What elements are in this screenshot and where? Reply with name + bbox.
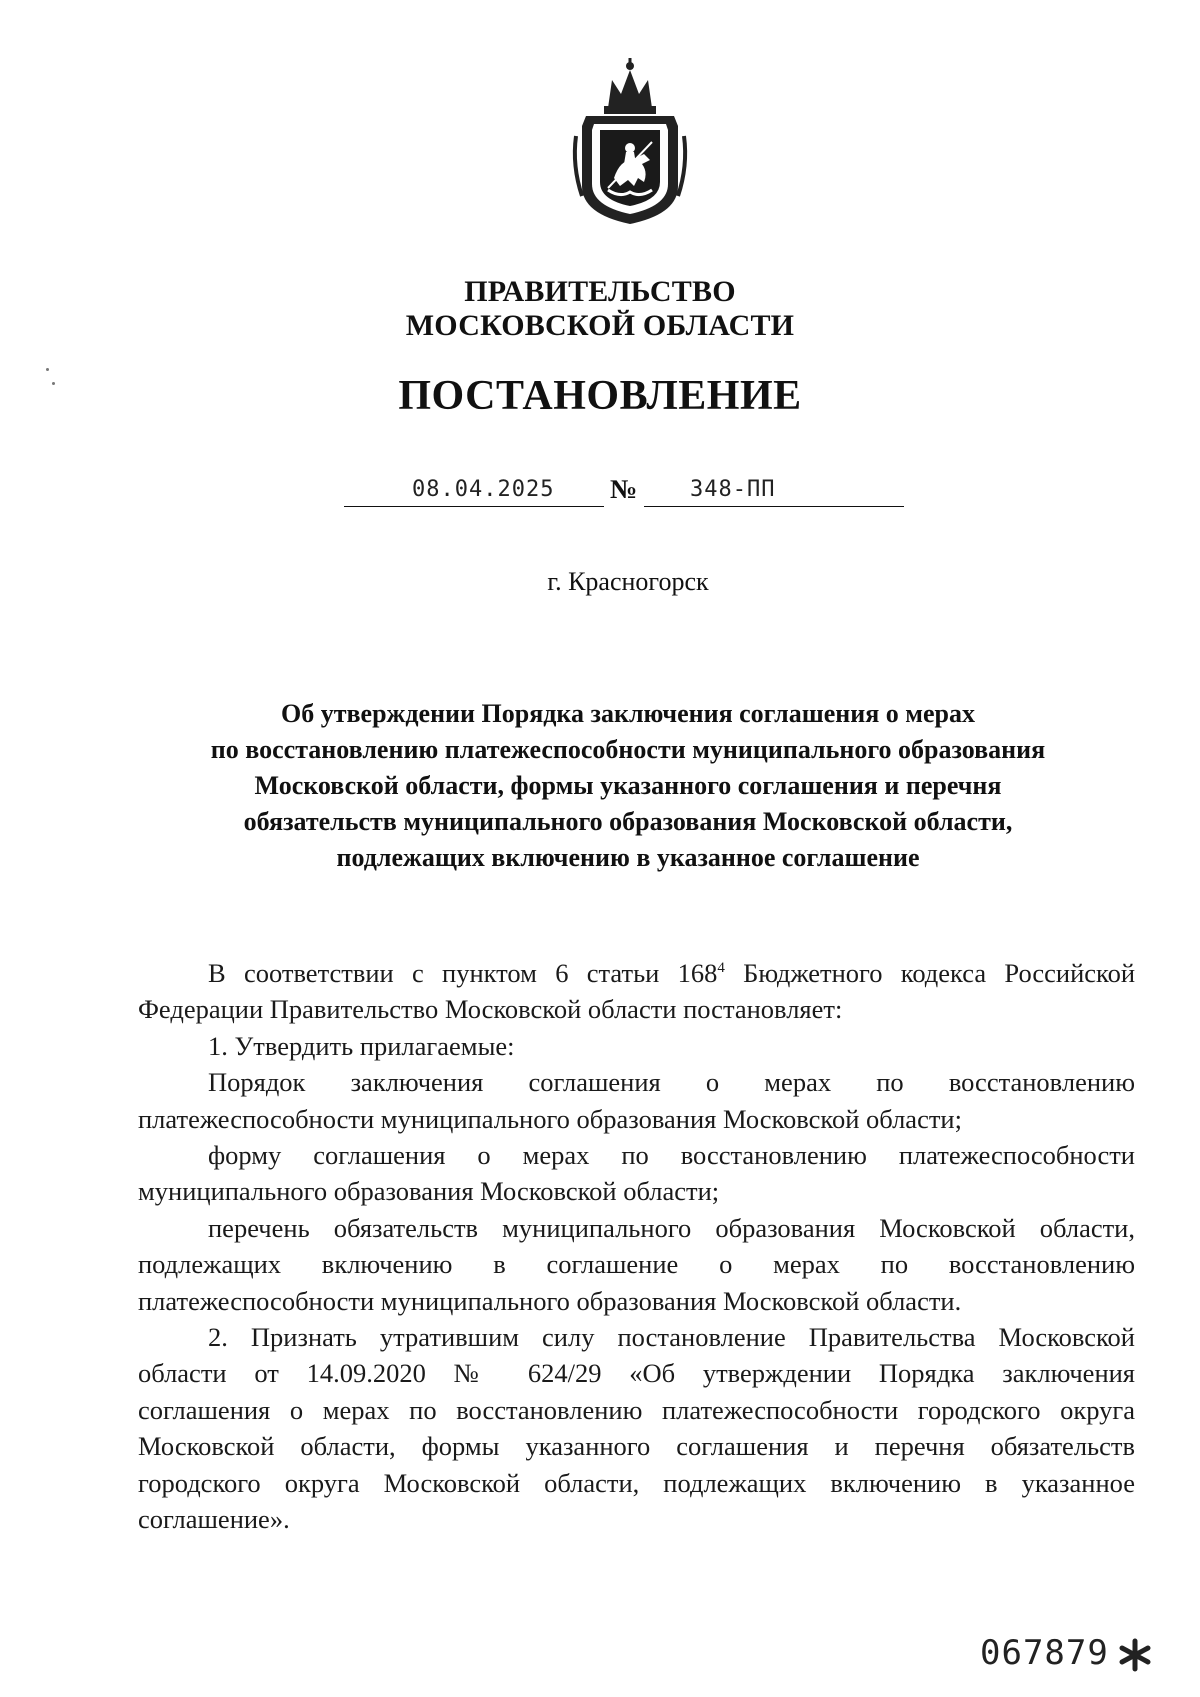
text-line: перечень обязательств муниципального образования Московской области, xyxy=(208,1212,1135,1243)
text-fragment: В соответствии с пунктом 6 статьи 168 xyxy=(208,958,718,988)
paragraph-order xyxy=(138,1064,1135,1137)
document-date: 08.04.2025 xyxy=(412,477,555,502)
org-name-line-1: ПРАВИТЕЛЬСТВО xyxy=(464,275,736,308)
paragraph-preamble xyxy=(138,955,1135,1028)
text-fragment: Бюджетного кодекса Российской xyxy=(724,958,1136,988)
text-line: соглашение». xyxy=(138,1504,290,1535)
registration-line xyxy=(344,473,904,507)
text-line: городского округа Московской области, подлежащих включению в указанное xyxy=(138,1467,1135,1498)
text-line: Порядок заключения соглашения о мерах по восстановлению xyxy=(208,1067,1135,1098)
scan-speck xyxy=(46,368,49,371)
title-line: обязательств муниципального образования Московской области, xyxy=(243,807,1013,836)
document-number: 348-ПП xyxy=(690,477,776,502)
paragraph-form xyxy=(138,1137,1135,1210)
document-title xyxy=(168,696,1088,876)
paragraph-item-2 xyxy=(138,1319,1135,1537)
title-line: по восстановлению платежеспособности муниципального образования xyxy=(210,735,1046,764)
title-line: подлежащих включению в указанное соглашение xyxy=(336,843,920,872)
text-line: 1. Утвердить прилагаемые: xyxy=(208,1030,515,1061)
city: г. Красногорск xyxy=(547,567,709,596)
text-line: форму соглашения о мерах по восстановлению платежеспособности xyxy=(208,1140,1135,1171)
text-line: области от 14.09.2020 № 624/29 «Об утверждении Порядка заключения xyxy=(138,1358,1135,1389)
title-line: Об утверждении Порядка заключения соглашения о мерах xyxy=(281,699,975,728)
org-name-line-2: МОСКОВСКОЙ ОБЛАСТИ xyxy=(405,309,795,342)
text-line: соглашения о мерах по восстановлению платежеспособности городского округа xyxy=(138,1394,1135,1425)
text-line: муниципального образования Московской области; xyxy=(138,1176,720,1207)
text-line: подлежащих включению в соглашение о мерах по восстановлению xyxy=(138,1249,1135,1280)
text-line: платежеспособности муниципального образования Московской области. xyxy=(138,1285,962,1316)
number-field xyxy=(644,474,904,507)
date-field xyxy=(344,474,604,507)
coat-of-arms-icon xyxy=(568,56,692,228)
text-line xyxy=(138,955,1135,991)
number-sign: № xyxy=(610,474,638,504)
document-body xyxy=(138,955,1135,1538)
text-line: Федерации Правительство Московской области постановляет: xyxy=(138,994,843,1025)
superscript: 4 xyxy=(717,960,725,976)
paragraph-list xyxy=(138,1210,1135,1319)
title-line: Московской области, формы указанного соглашения и перечня xyxy=(254,771,1002,800)
text-line: Московской области, формы указанного соглашения и перечня обязательств xyxy=(138,1431,1135,1462)
text-line: 2. Признать утратившим силу постановление Правительства Московской xyxy=(208,1322,1135,1353)
document-type: ПОСТАНОВЛЕНИЕ xyxy=(398,373,802,419)
text-line: платежеспособности муниципального образования Московской области; xyxy=(138,1103,962,1134)
scan-speck xyxy=(52,382,55,385)
asterisk-icon xyxy=(1118,1638,1152,1672)
paragraph-item-1 xyxy=(138,1028,1135,1064)
serial-number: 067879 xyxy=(980,1633,1109,1673)
